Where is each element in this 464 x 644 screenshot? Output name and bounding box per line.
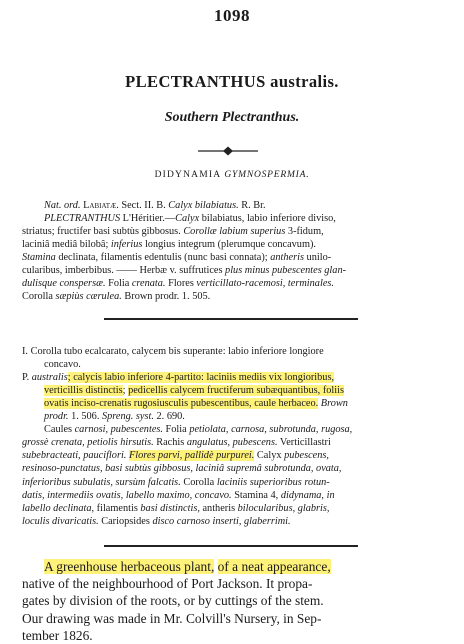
section2-line xyxy=(22,515,442,528)
text-segment: datis, intermediis ovatis, labello maximo, concavo. xyxy=(22,489,232,501)
text-segment: I. Corolla tubo ecalcarato, calycem bis superante: labio inferiore longiore xyxy=(22,346,324,357)
text-segment: Flores xyxy=(165,278,197,289)
section2-line xyxy=(22,371,442,384)
section1-line xyxy=(22,225,442,238)
text-segment: dulisque conspersæ. xyxy=(22,278,106,289)
section2-line xyxy=(22,345,442,358)
text-segment: filamentis xyxy=(94,502,141,514)
text-segment: bilocularibus, glabris, xyxy=(237,502,330,514)
section2-line xyxy=(44,410,442,423)
text-segment: PLECTRANTHUS xyxy=(44,213,121,224)
page-subtitle: Southern Plectranthus. xyxy=(164,110,300,125)
section2-line xyxy=(44,384,442,397)
text-segment: bilabiatus, labio inferiore diviso, xyxy=(199,213,336,224)
text-segment: striatus; fructifer basi subtùs gibbosus. xyxy=(22,226,184,237)
section-rule xyxy=(104,545,358,547)
text-segment: 3-fidum, xyxy=(285,226,324,237)
text-segment: Calyx xyxy=(175,213,200,224)
section2-line xyxy=(44,358,442,371)
text-segment: Corolla xyxy=(22,291,56,302)
text-segment: native of the neighbourhood of Port Jackson. It propa- xyxy=(22,576,313,592)
classification xyxy=(0,170,464,180)
text-segment: Spreng. syst. xyxy=(101,411,154,423)
ornament-divider-icon xyxy=(196,146,260,156)
text-segment: longius integrum (plerumque concavum). xyxy=(142,239,316,250)
text-segment: loculis divaricatis. xyxy=(22,515,99,527)
text-segment: of a neat appearance, xyxy=(217,559,331,574)
text-segment: Calyx xyxy=(254,450,285,462)
text-segment: Brown prodr. 1. 505. xyxy=(121,291,211,302)
text-segment: labello declinata, xyxy=(22,502,95,514)
text-segment: antheris xyxy=(199,502,238,514)
section2-line xyxy=(22,476,442,489)
text-segment: Verticillastri xyxy=(277,437,331,449)
section1-line xyxy=(22,290,442,303)
text-segment: gates by division of the roots, or by cuttings of the stem. xyxy=(22,593,324,609)
text-segment: carnosi, pubescentes. xyxy=(74,424,163,436)
section1-line xyxy=(22,251,442,264)
text-segment: Our drawing was made in Mr. Colvill's Nursery, in Sep- xyxy=(22,610,322,626)
text-segment: australis xyxy=(31,372,68,384)
text-segment: grossè crenata, petiolis hirsutis. xyxy=(22,437,154,449)
text-segment: Stamina xyxy=(22,252,56,263)
text-segment: Cariopsides xyxy=(98,515,153,527)
text-segment: declinata, filamentis edentulis (nunc basi connata); xyxy=(55,252,271,263)
text-segment: sæpiùs cærulea. xyxy=(55,291,122,302)
text-segment: 2. 690. xyxy=(153,411,185,423)
page-number: 1098 xyxy=(214,6,250,25)
section2-line xyxy=(22,436,442,449)
text-segment: Stamina 4, xyxy=(231,489,281,501)
text-segment: petiolata, carnosa, subrotunda, rugosa, xyxy=(189,424,353,436)
section1-line xyxy=(22,264,442,277)
text-segment: verticillato-racemosi, terminales. xyxy=(196,278,334,289)
text-segment: resinoso-punctatus, basi subtùs gibbosus, laciniâ supremâ subrotunda, ovata, xyxy=(22,463,342,475)
text-segment: Nat. ord. xyxy=(44,200,84,211)
text-segment: Brown xyxy=(320,398,348,410)
text-segment: laciniis superioribus rotun- xyxy=(216,476,330,488)
text-segment: concavo. xyxy=(44,359,81,371)
text-segment: ; xyxy=(122,385,129,397)
section2-line xyxy=(22,489,442,502)
text-segment: cularibus, imberbibus. —— Herbæ v. suffrutices xyxy=(22,265,226,276)
text-segment: R. Br. xyxy=(238,200,266,211)
text-segment: Calyx bilabiatus. xyxy=(168,200,239,211)
text-segment: Folia xyxy=(105,278,132,289)
text-segment: foliis xyxy=(322,385,344,397)
section2-line xyxy=(22,502,442,515)
page-title: PLECTRANTHUS australis. xyxy=(125,72,339,91)
text-segment: verticillis distinctis xyxy=(44,385,123,397)
section2-line xyxy=(44,423,442,436)
text-segment: . Sect. II. B. xyxy=(116,200,169,211)
text-segment: Corollæ labium superius xyxy=(183,226,286,237)
text-segment: Caules xyxy=(44,424,75,436)
text-segment: tember 1826. xyxy=(22,627,93,643)
text-segment: disco carnoso inserti, glaberrimi. xyxy=(152,515,291,527)
section1-line xyxy=(44,212,442,225)
text-segment: P. xyxy=(22,372,32,384)
text-segment: Labiatæ xyxy=(83,200,117,211)
section-rule xyxy=(104,318,358,320)
text-segment: antheris xyxy=(270,252,304,263)
text-segment: subebracteati, pauciflori. xyxy=(22,450,127,462)
text-segment: inferius xyxy=(110,239,143,250)
text-segment: prodr. xyxy=(44,411,69,423)
text-segment: 1. 506. xyxy=(68,411,102,423)
classification-italic: GYMNOSPERMIA. xyxy=(224,170,310,180)
text-segment: unilo- xyxy=(303,252,332,263)
text-segment: didynama, in xyxy=(280,489,335,501)
section3-line xyxy=(22,592,442,609)
section2-line xyxy=(22,449,442,462)
section3-line xyxy=(22,575,442,592)
text-segment: laciniâ mediâ bilobâ; xyxy=(22,239,111,250)
section3-line xyxy=(44,558,442,575)
section2-line xyxy=(22,462,442,475)
section1-line xyxy=(44,199,442,212)
classification-main: DIDYNAMIA xyxy=(154,170,225,180)
section3-line xyxy=(22,610,442,627)
text-segment: basi distinctis, xyxy=(140,502,200,514)
section1-line xyxy=(22,238,442,251)
text-segment: Corolla xyxy=(180,476,217,488)
text-segment: Flores parvi, pallidè purpurei. xyxy=(128,450,255,462)
text-segment: L'Héritier.— xyxy=(120,213,176,224)
text-segment: plus minus pubescentes glan- xyxy=(225,265,347,276)
text-segment: ; calycis labio inferiore 4-partito: laciniis mediis vix longioribus, xyxy=(67,372,335,384)
text-segment: angulatus, pubescens. xyxy=(186,437,278,449)
text-segment: A greenhouse herbaceous plant, xyxy=(44,559,215,574)
text-segment: pubescens, xyxy=(284,450,329,462)
text-segment: pedicellis calycem fructiferum subæquantibus, xyxy=(128,385,323,397)
section1-line xyxy=(22,277,442,290)
text-segment: inferioribus subulatis, sursùm falcatis. xyxy=(22,476,181,488)
section3-line xyxy=(22,627,442,644)
text-segment: ovatis inciso-crenatis rugosiusculis pubescentibus, caule herbaceo. xyxy=(44,398,319,410)
text-segment: Folia xyxy=(162,424,190,436)
text-segment: Rachis xyxy=(153,437,187,449)
text-segment: crenata. xyxy=(131,278,166,289)
section2-line xyxy=(44,397,442,410)
